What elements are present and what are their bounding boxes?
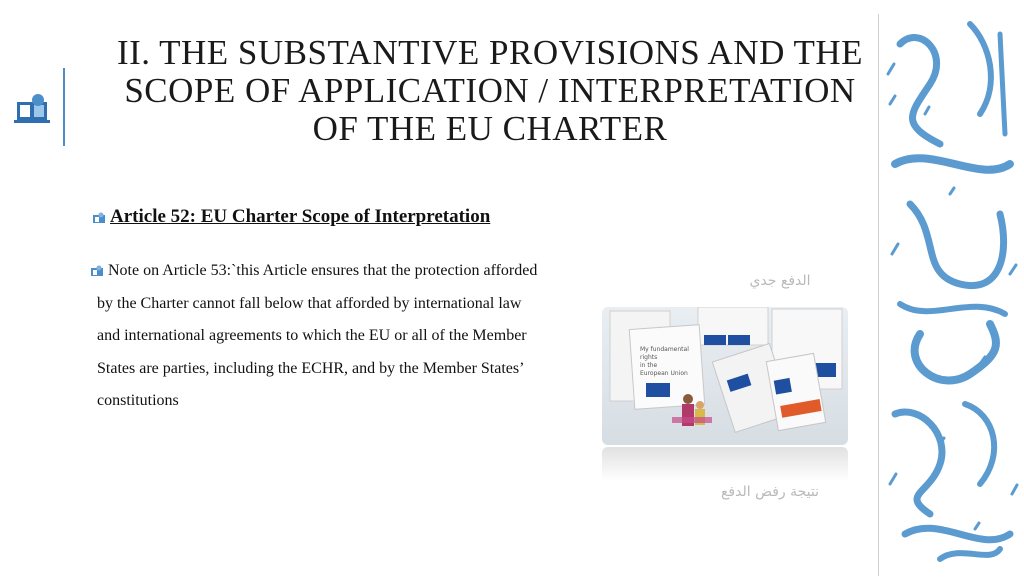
svg-text:in the: in the — [640, 362, 658, 369]
note-paragraph — [90, 255, 610, 418]
article-heading — [92, 206, 490, 228]
photo-reflection — [602, 447, 848, 481]
book-bullet-icon — [90, 265, 104, 277]
article-heading-text: Article 52: EU Charter Scope of Interpretation — [110, 206, 491, 227]
logo-divider — [63, 68, 65, 146]
arabic-calligraphy-decoration — [880, 14, 1024, 576]
slide-title: II. THE SUBSTANTIVE PROVISIONS AND THE SCOPE OF APPLICATION / INTERPRETATION OF THE EU CHARTER — [116, 33, 864, 148]
charter-booklets-photo — [602, 307, 848, 445]
note-line: States are parties, including the ECHR, and by the Member States’ — [97, 359, 525, 377]
note-line: constitutions — [97, 392, 179, 409]
university-logo — [14, 92, 52, 126]
note-line: by the Charter cannot fall below that afforded by international law — [97, 294, 522, 312]
book-bullet-icon — [92, 212, 106, 224]
panel-border — [878, 14, 879, 576]
svg-text:European Union: European Union — [640, 370, 688, 377]
note-line: Note on Article 53:`this Article ensures that the protection afforded — [108, 262, 538, 279]
arabic-watermark-top: الدفع جدي — [749, 273, 811, 289]
note-line: and international agreements to which the EU or all of the Member — [97, 327, 527, 344]
booklet-title-text: My fundamental — [640, 346, 689, 353]
arabic-watermark-bottom: نتيجة رفض الدفع — [720, 484, 820, 500]
svg-text:rights: rights — [640, 354, 658, 361]
